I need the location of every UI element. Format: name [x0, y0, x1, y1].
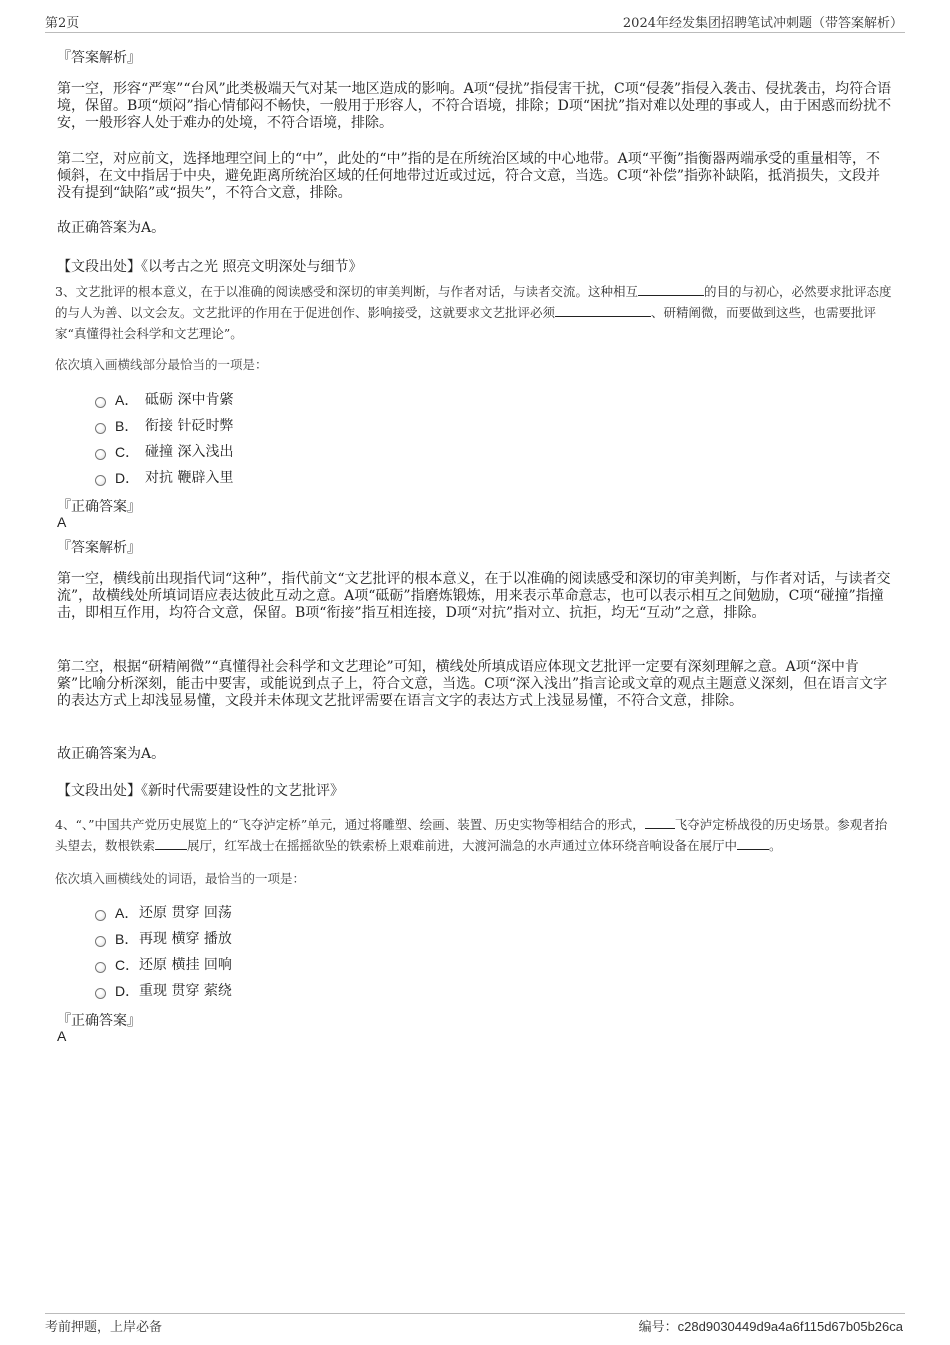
- analysis-heading: 『答案解析』: [57, 50, 141, 66]
- radio-button[interactable]: [95, 397, 106, 408]
- blank: [737, 837, 769, 850]
- radio-button[interactable]: [95, 449, 106, 460]
- correct-answer-heading: 『正确答案』: [57, 1013, 141, 1029]
- conclusion: 故正确答案为A。: [57, 746, 166, 762]
- analysis-paragraph: 第一空，形容“严寒”“台风”此类极端天气对某一地区造成的影响。A项“侵扰”指侵害干扰，C项“侵袭”指侵入袭击、侵扰袭击，均符合语境，保留。B项“烦闷”指心情郁闷不畅快，一般用于形容人，不符合语境，排除；D项“困扰”指对难以处理的事或人，由于困惑而纷扰不安，一般形容人处于难办的处境，不符合语境，排除。: [57, 81, 892, 131]
- document-code: 编号：c28d9030449d9a4a6f115d67b05b26ca: [638, 1319, 903, 1335]
- footer-slogan: 考前押题，上岸必备: [45, 1320, 163, 1335]
- conclusion: 故正确答案为A。: [57, 220, 166, 236]
- page-number: 第2页: [45, 16, 80, 31]
- blank: [555, 304, 651, 317]
- analysis-paragraph: 第二空，对应前文，选择地理空间上的“中”，此处的“中”指的是在所统治区域的中心地带。A项“平衡”指衡器两端承受的重量相等，不倾斜，在文中指居于中央，避免距离所统治区域的任何地带过近或过远，符合文意，当选。C项“补偿”指弥补缺陷，抵消损失，文段并没有提到“缺陷”或“损失”，不符合文意，排除。: [57, 151, 881, 201]
- analysis-paragraph: 第一空，横线前出现指代词“这种”，指代前文“文艺批评的根本意义，在于以准确的阅读感受和深切的审美判断，与作者对话，与读者交流”，故横线处所填词语应表达彼此互动之意。A项“砥砺”指磨炼锻炼，用来表示革命意志，也可以表示相互之间勉励，C项“碰撞”指撞击，即相互作用，均符合文意，保留。B项“衔接”指互相连接，D项“对抗”指对立、抗拒，均无“互动”之意，排除。: [57, 571, 891, 621]
- correct-answer-heading: 『正确答案』: [57, 499, 141, 515]
- radio-button[interactable]: [95, 910, 106, 921]
- source-citation: 【文段出处】《以考古之光 照亮文明深处与细节》: [57, 259, 363, 275]
- blank: [155, 837, 187, 850]
- radio-button[interactable]: [95, 962, 106, 973]
- question-prompt: 依次填入画横线处的词语，最恰当的一项是：: [55, 871, 306, 886]
- radio-button[interactable]: [95, 475, 106, 486]
- radio-button[interactable]: [95, 988, 106, 999]
- question-prompt: 依次填入画横线部分最恰当的一项是：: [55, 357, 268, 372]
- analysis-paragraph: 第二空，根据“研精阐微”“真懂得社会科学和文艺理论”可知，横线处所填成语应体现文艺批评一定要有深刻理解之意。A项“深中肯綮”比喻分析深刻，能击中要害，或能说到点子上，符合文意，当选。C项“深入浅出”指言论或文章的观点主题意义深刻，但在语言文字的表达方式上却浅显易懂，文段并未体现文艺批评需要在语言文字的表达方式上浅显易懂，不符合文意，排除。: [57, 659, 888, 709]
- source-citation: 【文段出处】《新时代需要建设性的文艺批评》: [57, 783, 344, 799]
- page-footer: [45, 1313, 905, 1336]
- blank: [638, 283, 704, 296]
- question-3-stem: 3、文艺批评的根本意义，在于以准确的阅读感受和深切的审美判断，与作者对话，与读者交流。这种相互 的目的与初心，必然要求批评态度的与人为善、以文会友。文艺批评的作用在于促进创作、影响接受，这就要求文艺批评必须 、研精阐微，而要做到这些，也需要批评家“真懂得社会科学和文艺理论”。: [55, 284, 892, 341]
- document-title: 2024年经发集团招聘笔试冲刺题（带答案解析）: [622, 16, 903, 31]
- blank: [645, 816, 675, 829]
- question-4-stem: 4、“、”中国共产党历史展览上的“飞夺泸定桥”单元，通过将雕塑、绘画、装置、历史实物等相结合的形式， 飞夺泸定桥战役的历史场景。参观者抬头望去，数根铁索 展厅，红军战士在摇摇欲坠的铁索桥上艰难前进，大渡河湍急的水声通过立体环绕音响设备在展厅中 。: [55, 817, 888, 853]
- correct-answer: A: [57, 1028, 67, 1044]
- radio-button[interactable]: [95, 423, 106, 434]
- page-header: [45, 12, 905, 33]
- analysis-heading: 『答案解析』: [57, 540, 141, 556]
- radio-button[interactable]: [95, 936, 106, 947]
- correct-answer: A: [57, 514, 67, 530]
